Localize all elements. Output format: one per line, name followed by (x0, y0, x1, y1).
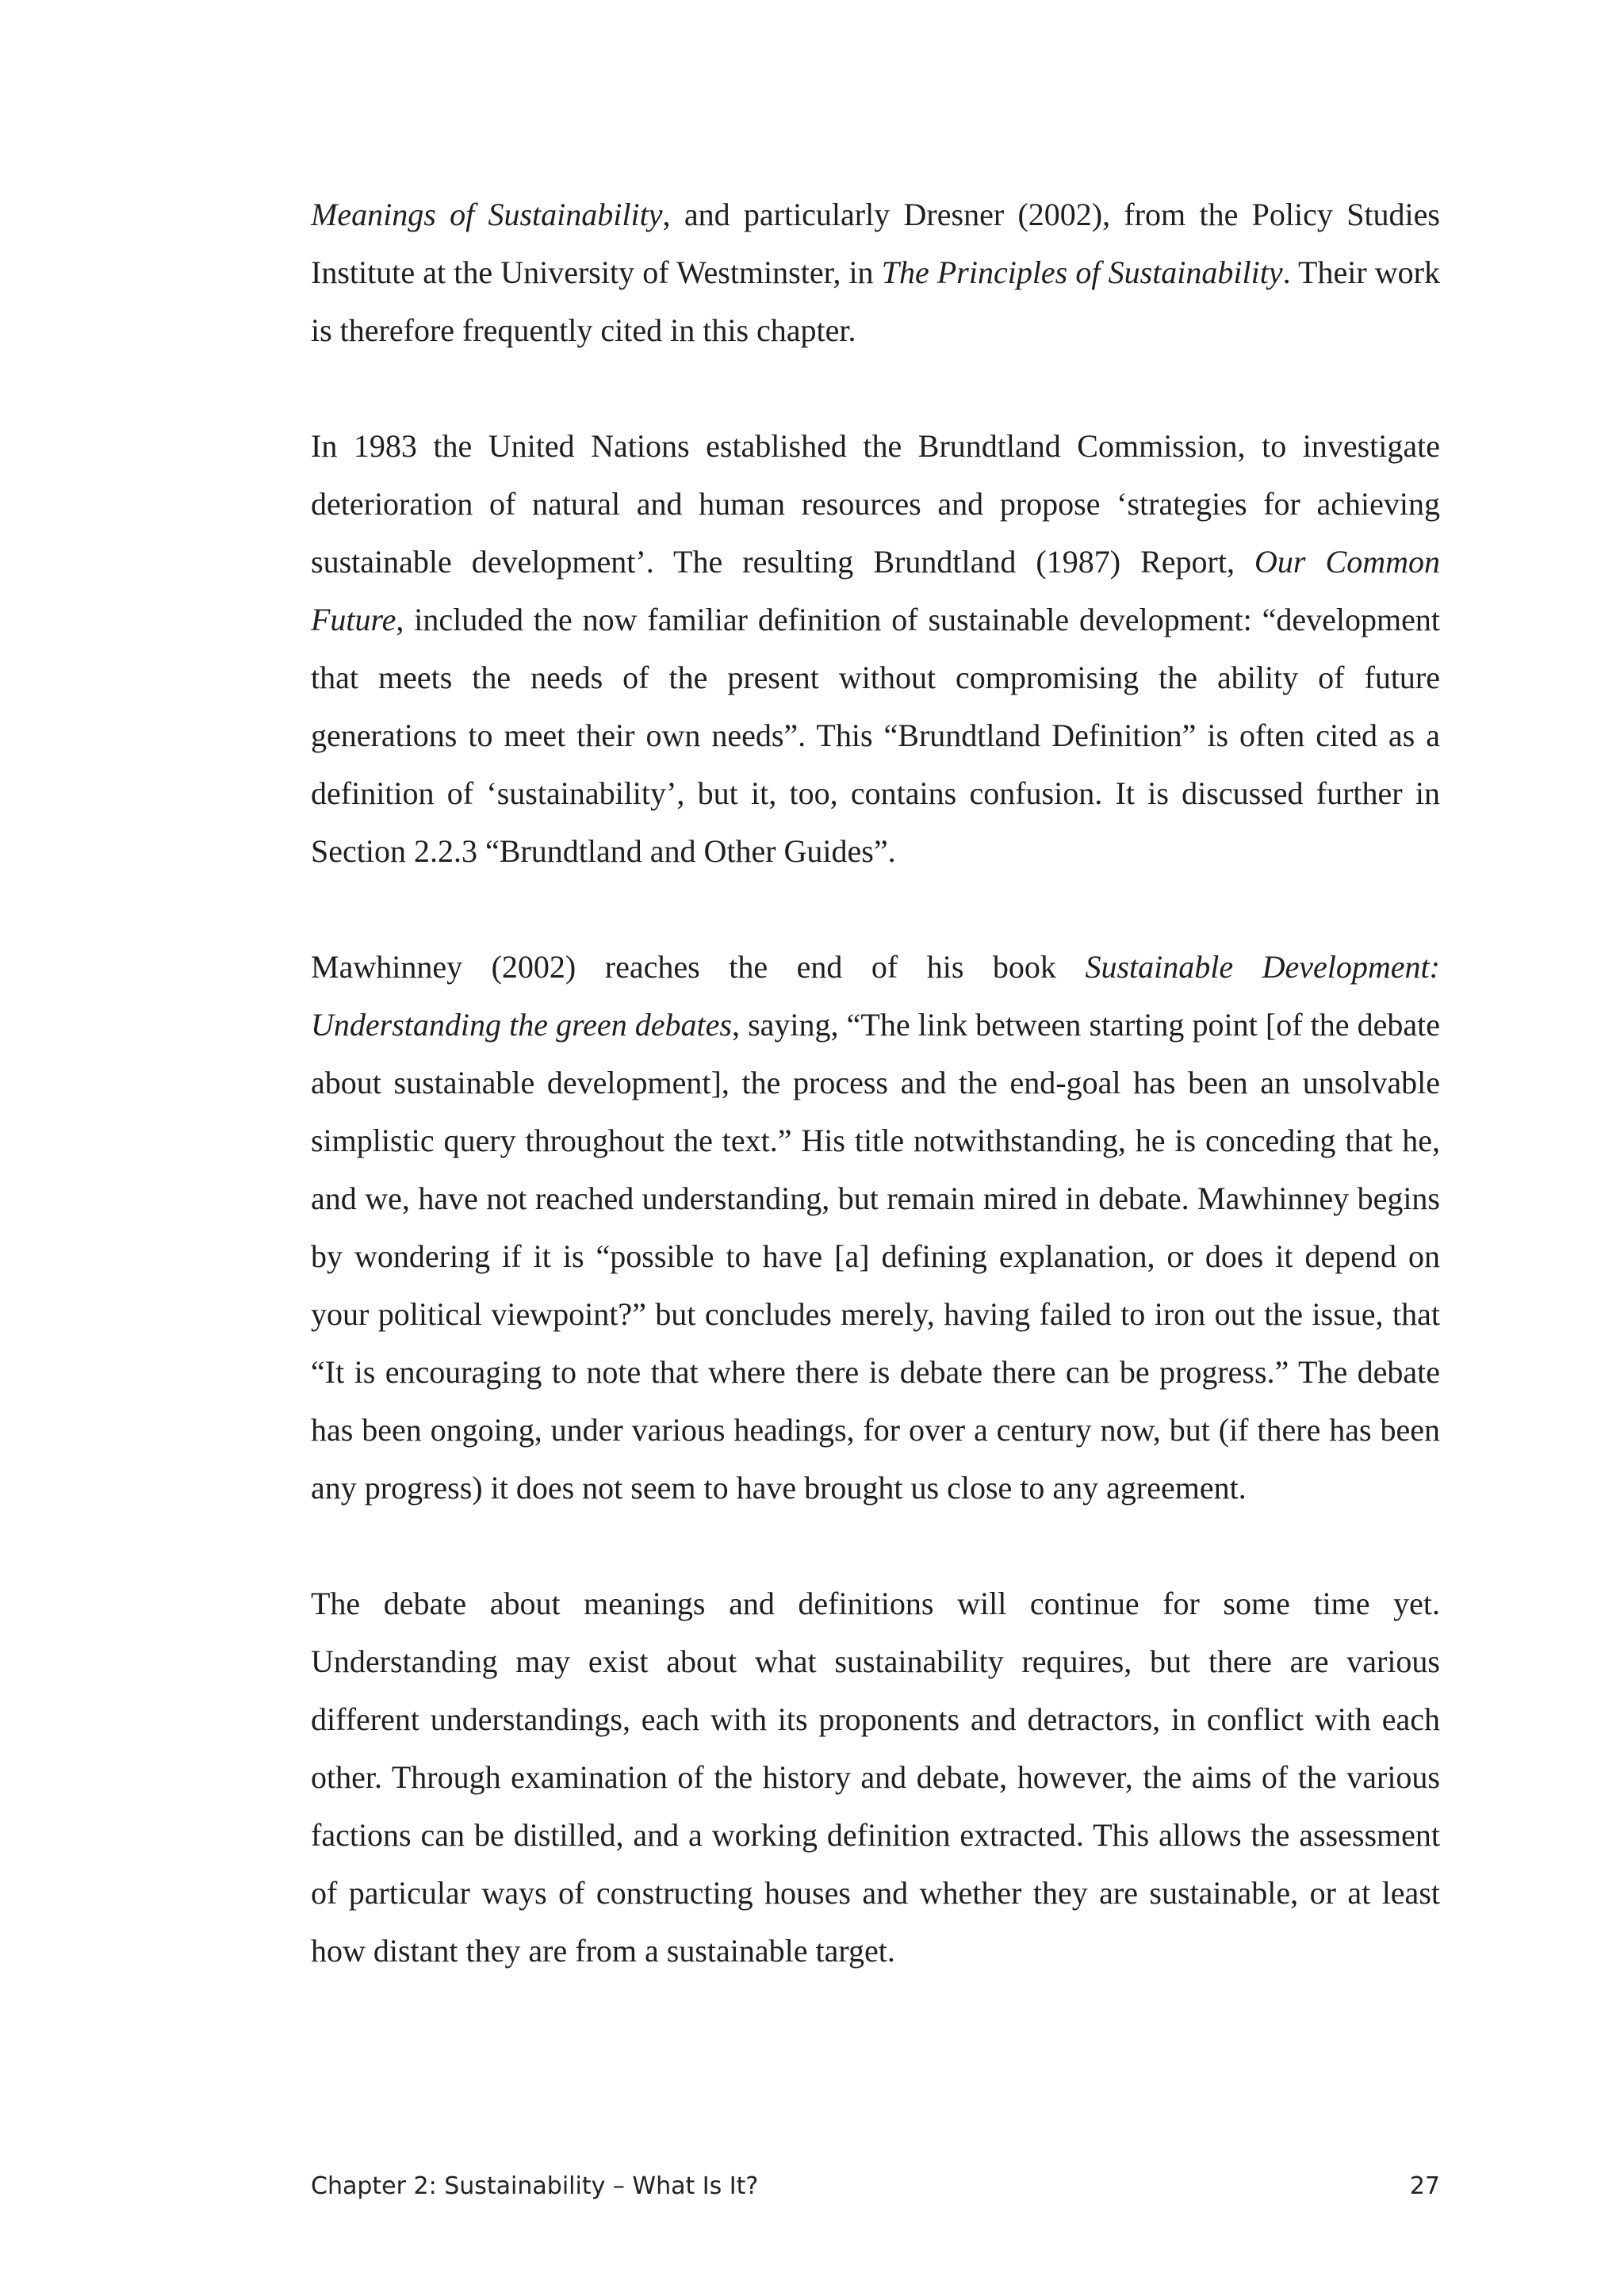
paragraph-text: Mawhinney (2002) reaches the end of his book (311, 949, 1086, 985)
page-number: 27 (1409, 2172, 1440, 2200)
paragraph-3 (311, 938, 1440, 1517)
paragraph-text: . Their work is therefore frequently cited in this chapter. (311, 254, 1440, 348)
paragraph-text: In 1983 the United Nations established the Brundtland Commission, to investigate deterioration of natural and human resources and propose ‘strategies for achieving sustainable development’. The resulting Brundtland (1987) Report, (311, 428, 1440, 580)
paragraph-text: , saying, “The link between starting point [of the debate about sustainable development], the process and the end-goal has been an unsolvable simplistic query throughout the text.” His title notwithstanding, he is conceding that he, and we, have not reached understanding, but remain mired in debate. Mawhinney begins by wondering if it is “possible to have [a] defining explanation, or does it depend on your political viewpoint?” but concludes merely, having failed to iron out the issue, that “It is encouraging to note that where there is debate there can be progress.” The debate has been ongoing, under various headings, for over a century now, but (if there has been any progress) it does not seem to have brought us close to any agreement. (311, 1007, 1440, 1506)
italic-title-text: Our Common Future (311, 544, 1440, 637)
italic-title-text: Meanings of Sustainability (311, 197, 663, 232)
paragraph-2 (311, 417, 1440, 880)
italic-title-text: The Principles of Sustainability (881, 254, 1283, 290)
italic-title-text: Sustainable Development: Understanding the green debates (311, 949, 1440, 1043)
paragraph-text: , and particularly Dresner (2002), from the Policy Studies Institute at the University of Westminster, in (311, 197, 1440, 290)
page-body (311, 186, 1440, 2038)
paragraph-4 (311, 1575, 1440, 1980)
paragraph-1 (311, 186, 1440, 359)
running-footer-title: Chapter 2: Sustainability – What Is It? (311, 2172, 759, 2200)
paragraph-text: The debate about meanings and definitions will continue for some time yet. Understanding may exist about what sustainability requires, but there are various different understandings, each with its proponents and detractors, in conflict with each other. Through examination of the history and debate, however, the aims of the various factions can be distilled, and a working definition extracted. This allows the assessment of particular ways of constructing houses and whether they are sustainable, or at least how distant they are from a sustainable target. (311, 1586, 1440, 1969)
paragraph-text: , included the now familiar definition of sustainable development: “development that meets the needs of the present without compromising the ability of future generations to meet their own needs”. This “Brundtland Definition” is often cited as a definition of ‘sustainability’, but it, too, contains confusion. It is discussed further in Section 2.2.3 “Brundtland and Other Guides”. (311, 602, 1440, 869)
